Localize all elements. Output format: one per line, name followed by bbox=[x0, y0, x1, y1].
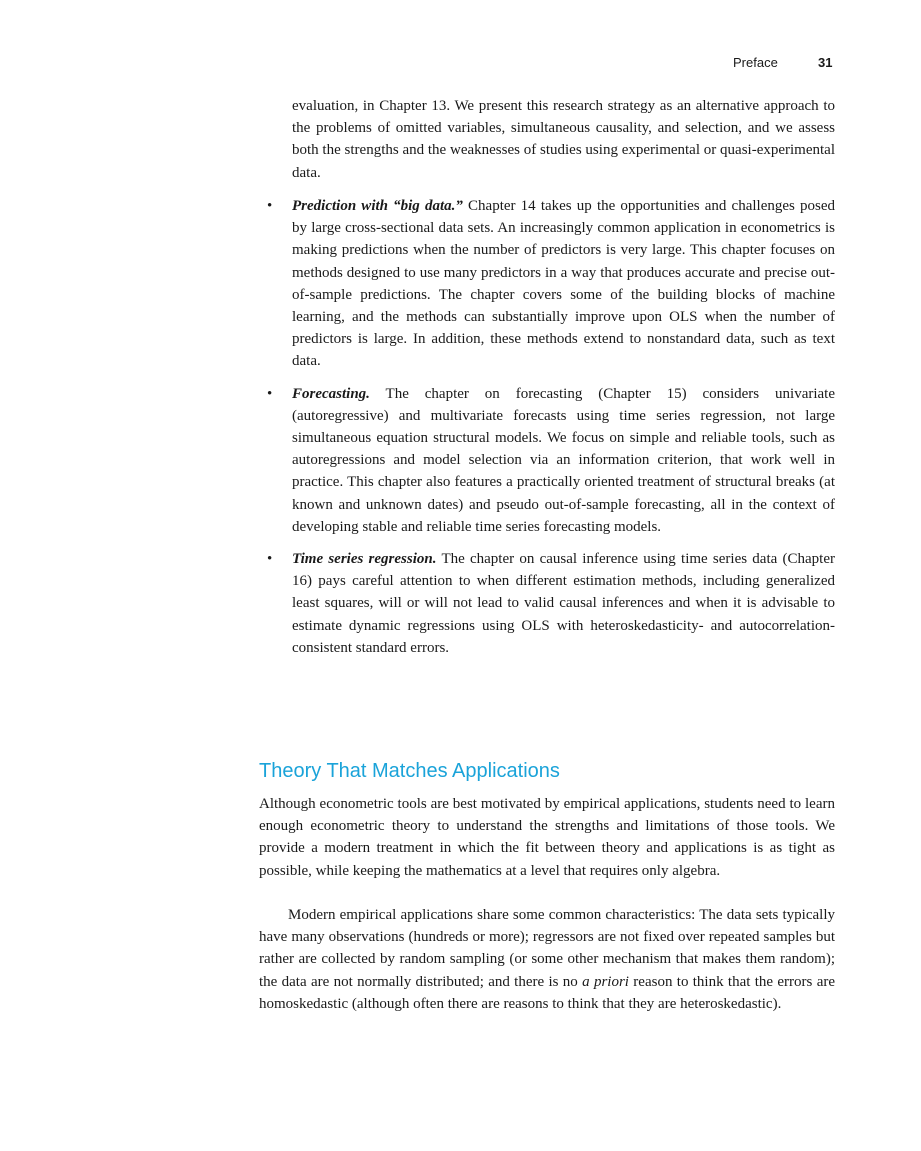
bullet-title: Forecasting. bbox=[292, 385, 370, 402]
section-paragraph-1: Although econometric tools are best motivated by empirical applications, students need to learn enough econometric theory to understand the strengths and limitations of those tools. We provide a modern treatment in which the fit between theory and applications is as tight as possible, while keeping the mathematics at a level that requires only algebra. bbox=[259, 796, 835, 879]
continued-paragraph: evaluation, in Chapter 13. We present this research strategy as an alternative approach to the problems of omitted variables, simultaneous causality, and selection, and we assess both the strengths and the weaknesses of studies using experimental or quasi-experimental data. bbox=[292, 98, 835, 181]
page-number: 31 bbox=[818, 55, 833, 70]
running-header bbox=[700, 55, 840, 73]
header-section-title: Preface bbox=[733, 55, 778, 70]
bullet-title: Time series regression. bbox=[292, 551, 437, 568]
bullet-list bbox=[262, 195, 835, 669]
bullet-icon: • bbox=[267, 551, 273, 568]
bullet-prediction bbox=[262, 195, 835, 373]
bullet-forecasting bbox=[262, 383, 835, 538]
paragraph-2-italic: a priori bbox=[582, 973, 629, 990]
bullet-time-series bbox=[262, 548, 835, 659]
bullet-icon: • bbox=[267, 385, 273, 402]
bullet-text: The chapter on forecasting (Chapter 15) considers univariate (autoregressive) and multivariate forecasts using time series regression, not large simultaneous equation structural models. We focus on simple and reliable tools, such as autoregressions and model selection via an information criterion, that work well in practice. This chapter also features a practically oriented treatment of structural breaks (at known and unknown dates) and pseudo out-of-sample forecasting, all in the context of developing stable and reliable time series forecasting models. bbox=[292, 385, 835, 535]
paragraph-2-start: Modern empirical applications share some common characteristics: The data sets typically have many observations (hundreds or more); regressors are not fixed over repeated samples but rather are collected by random sampling (or some other mechanism that makes them random); the data are not normally distributed; and there is no bbox=[259, 907, 835, 990]
bullet-text: The chapter on causal inference using time series data (Chapter 16) pays careful attention to when different estimation methods, including generalized least squares, will or will not lead to valid causal inferences and when it is advisable to estimate dynamic regressions using OLS with heteroskedasticity- and autocorrelation-consistent standard errors. bbox=[292, 551, 835, 656]
section-paragraph-2 bbox=[259, 904, 835, 1015]
paragraph-2-end: reason to think that the errors are homoskedastic (although often there are reasons to think that they are heteroskedastic). bbox=[259, 973, 835, 1012]
bullet-text: Chapter 14 takes up the opportunities and challenges posed by large cross-sectional data sets. An increasingly common application in econometrics is making predictions when the number of predictors is very large. This chapter focuses on methods designed to use many predictors in a way that produces accurate and precise out-of-sample predictions. The chapter covers some of the building blocks of machine learning, and the methods can substantially improve upon OLS when the number of predictors is large. In addition, these methods extend to nonstandard data, such as text data. bbox=[292, 198, 835, 370]
bullet-icon: • bbox=[267, 198, 273, 214]
bullet-title: Prediction with “big data.” bbox=[292, 198, 463, 214]
section-heading: Theory That Matches Applications bbox=[259, 760, 560, 782]
